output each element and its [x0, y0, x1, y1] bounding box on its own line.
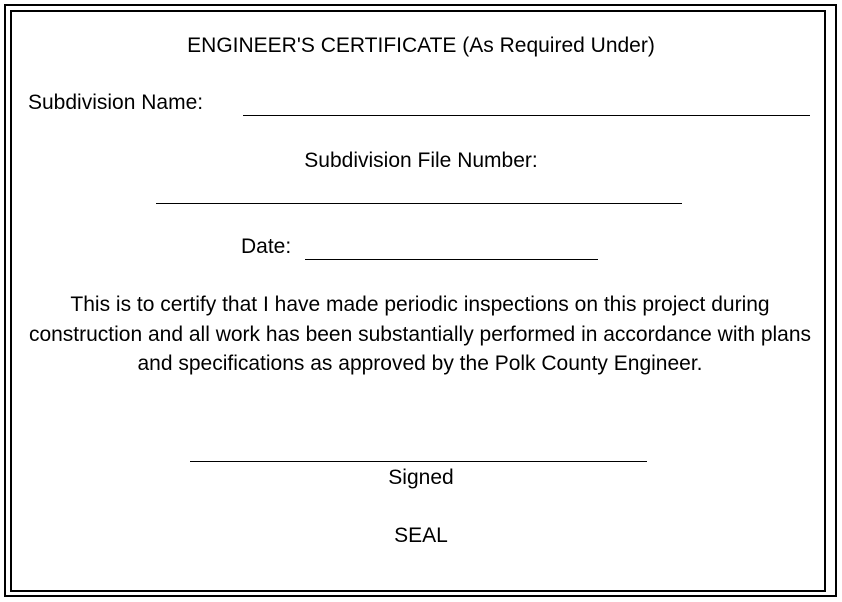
subdivision-file-number-label: Subdivision File Number:: [304, 149, 538, 172]
subdivision-file-number-field[interactable]: [156, 203, 682, 204]
date-field[interactable]: [305, 259, 598, 260]
signed-label: Signed: [388, 466, 454, 489]
date-label: Date:: [241, 235, 292, 258]
seal-label: SEAL: [394, 524, 448, 547]
subdivision-name-field[interactable]: [243, 115, 810, 116]
certification-statement: This is to certify that I have made periodic inspections on this project during construction and all work has been substantially performed in accordance with plans and specifications as approved by the Polk County Engineer.: [28, 293, 812, 375]
certificate-title: ENGINEER'S CERTIFICATE (As Required Under): [187, 34, 655, 57]
subdivision-name-label: Subdivision Name:: [28, 91, 204, 114]
signature-line[interactable]: [190, 461, 647, 462]
